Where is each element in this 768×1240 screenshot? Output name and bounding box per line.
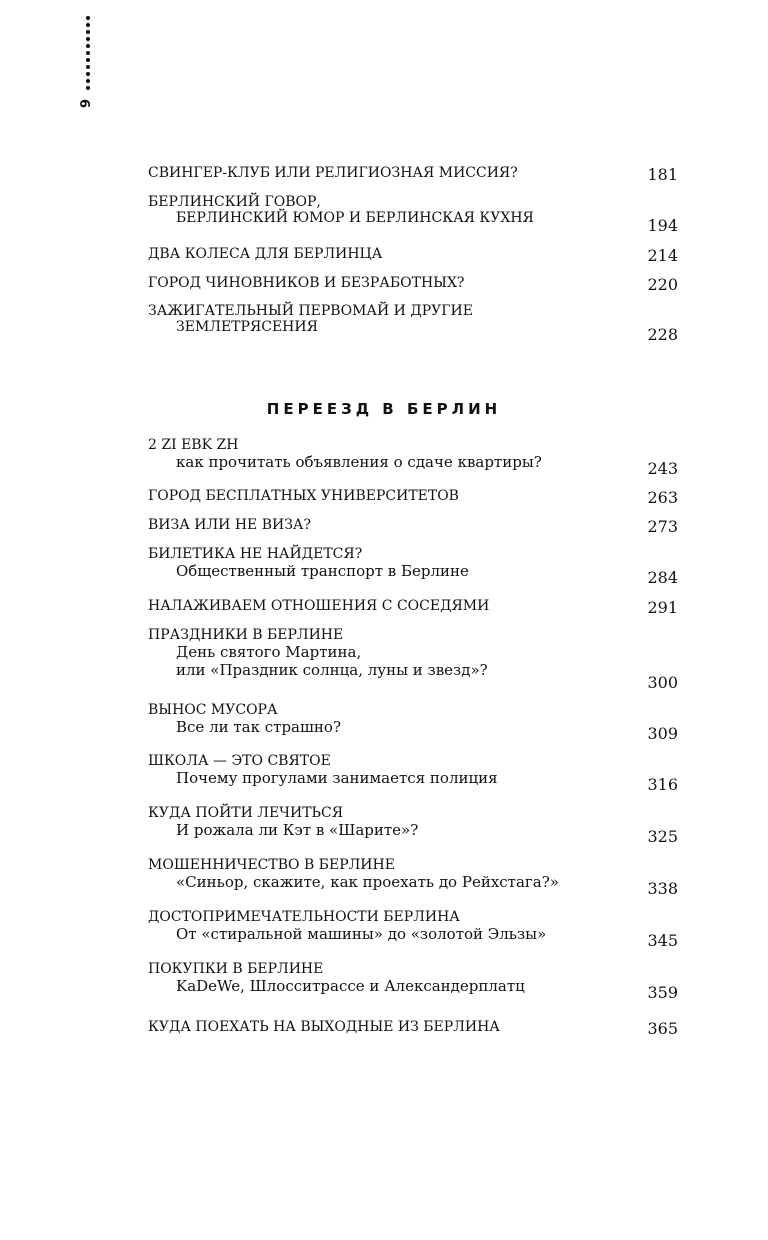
toc-entry-subtitle: или «Праздник солнца, луны и звезд»? [176,661,488,679]
toc-entry-page: 243 [647,459,678,478]
toc-entry [148,517,678,536]
dot [86,23,90,27]
toc-entry-page: 228 [647,325,678,344]
toc-entry-subtitle: Общественный транспорт в Берлине [176,562,469,580]
toc-entry-title: ВИЗА ИЛИ НЕ ВИЗА? [148,517,312,533]
dot [86,44,90,48]
toc-entry-title: КУДА ПОЕХАТЬ НА ВЫХОДНЫЕ ИЗ БЕРЛИНА [148,1019,500,1035]
page-dots [86,16,90,90]
dot [86,51,90,55]
toc-entry [148,753,678,794]
toc-entry-page: 316 [647,775,678,794]
toc-entry-page: 194 [647,216,678,235]
toc-entry-page: 214 [647,246,678,265]
toc-entry-title: ГОРОД БЕСПЛАТНЫХ УНИВЕРСИТЕТОВ [148,488,459,504]
toc-entry-title: БИЛЕТИКА НЕ НАЙДЕТСЯ? [148,546,363,562]
toc-entry [148,961,678,1002]
toc-entry-page: 220 [647,275,678,294]
dot [86,86,90,90]
toc-entry-title: СВИНГЕР-КЛУБ ИЛИ РЕЛИГИОЗНАЯ МИССИЯ? [148,165,518,181]
page-number: 6 [76,98,92,109]
toc-entry-title: ВЫНОС МУСОРА [148,702,278,718]
toc-entry [148,194,678,235]
toc-entry [148,275,678,294]
dot [86,65,90,69]
toc-entry-title: НАЛАЖИВАЕМ ОТНОШЕНИЯ С СОСЕДЯМИ [148,598,490,614]
toc-entry-page: 273 [647,517,678,536]
toc-entry-title: ГОРОД ЧИНОВНИКОВ И БЕЗРАБОТНЫХ? [148,275,465,291]
toc-entry [148,627,678,692]
toc-entry [148,246,678,265]
toc-entry-subtitle: Почему прогулами занимается полиция [176,769,498,787]
dot [86,58,90,62]
toc-entry-title: ШКОЛА — ЭТО СВЯТОЕ [148,753,331,769]
toc-entry-title: МОШЕННИЧЕСТВО В БЕРЛИНЕ [148,857,395,873]
toc-entry-subtitle: KaDeWe, Шлосситрассе и Александерплатц [176,977,525,995]
toc-entry-subtitle: как прочитать объявления о сдаче квартиры? [176,453,542,471]
toc-entry [148,805,678,846]
toc-entry-subtitle: Все ли так страшно? [176,718,342,736]
toc-entry [148,546,678,587]
toc-entry-page: 309 [647,724,678,743]
dot [86,79,90,83]
toc-entry-page: 291 [647,598,678,617]
toc-entry [148,857,678,898]
toc-entry-title-continued: БЕРЛИНСКИЙ ЮМОР И БЕРЛИНСКАЯ КУХНЯ [176,210,534,226]
toc-entry-title: 2 ZI EBK ZH [148,437,239,453]
toc-entry-subtitle: И рожала ли Кэт в «Шарите»? [176,821,419,839]
toc-entry-page: 359 [647,983,678,1002]
toc-entry [148,702,678,743]
toc-entry-title: ДОСТОПРИМЕЧАТЕЛЬНОСТИ БЕРЛИНА [148,909,460,925]
toc-entry-subtitle: «Синьор, скажите, как проехать до Рейхстага?» [176,873,559,891]
toc-entry-title: БЕРЛИНСКИЙ ГОВОР, [148,194,321,210]
toc-entry-page: 345 [647,931,678,950]
toc-entry [148,1019,678,1038]
toc-entry [148,598,678,617]
dot [86,72,90,76]
toc-entry-page: 365 [647,1019,678,1038]
toc-entry [148,303,678,344]
toc-entry-title: ПРАЗДНИКИ В БЕРЛИНЕ [148,627,344,643]
toc-entry-title: КУДА ПОЙТИ ЛЕЧИТЬСЯ [148,805,344,821]
toc-entry [148,165,678,184]
toc-entry-page: 284 [647,568,678,587]
toc-entry-title: ПОКУПКИ В БЕРЛИНЕ [148,961,324,977]
toc-entry-subtitle: День святого Мартина, [176,643,362,661]
dot [86,16,90,20]
dot [86,37,90,41]
toc-entry [148,437,678,478]
toc-entry-page: 338 [647,879,678,898]
toc-entry-title: ЗАЖИГАТЕЛЬНЫЙ ПЕРВОМАЙ И ДРУГИЕ [148,303,473,319]
toc-entry-title-continued: ЗЕМЛЕТРЯСЕНИЯ [176,319,318,335]
section-title: ПЕРЕЕЗД В БЕРЛИН [266,400,502,418]
toc-entry-page: 300 [647,673,678,692]
toc-entry [148,909,678,950]
toc-entry-page: 263 [647,488,678,507]
toc-entry-page: 325 [647,827,678,846]
toc-entry-subtitle: От «стиральной машины» до «золотой Эльзы» [176,925,547,943]
toc-entry [148,488,678,507]
toc-entry-title: ДВА КОЛЕСА ДЛЯ БЕРЛИНЦА [148,246,383,262]
dot [86,30,90,34]
toc-entry-page: 181 [647,165,678,184]
